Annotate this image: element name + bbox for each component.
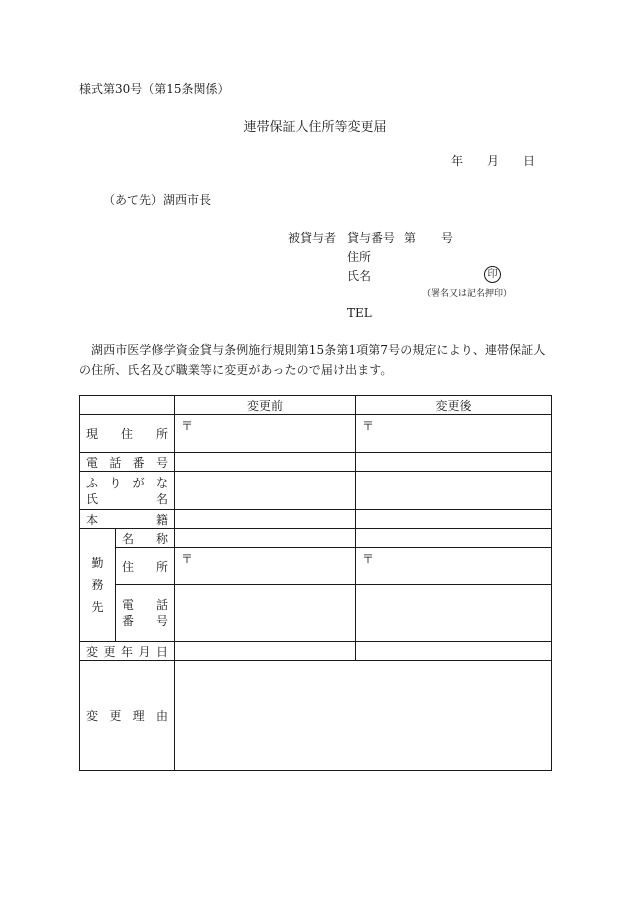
statement-text: 湖西市医学修学資金貸与条例施行規則第15条第1項第7号の規定により、連帯保証人の住所、氏名及び職業等に変更があったので届け出ます。 <box>79 343 546 377</box>
row-label-work-name: 名 称 <box>116 529 175 548</box>
work-address-after[interactable] <box>356 548 552 585</box>
date-year: 年 <box>451 154 464 168</box>
seal-icon: 印 <box>484 266 501 283</box>
row-label-furigana-name: ふ り が な 氏 名 <box>80 472 175 510</box>
phone-after[interactable] <box>356 453 552 472</box>
loan-number-prefix: 第 <box>404 231 417 245</box>
current-address-before[interactable] <box>175 415 356 453</box>
current-address-after[interactable] <box>356 415 552 453</box>
row-label-phone: 電 話 番 号 <box>80 453 175 472</box>
column-header-after: 変更後 <box>356 396 552 415</box>
row-label-change-reason: 変 更 理 由 <box>80 661 175 771</box>
row-label-change-date: 変 更 年 月 日 <box>80 642 175 661</box>
loan-number-label: 貸与番号 <box>347 231 396 245</box>
change-reason-field[interactable] <box>175 661 552 771</box>
form-number: 様式第30号（第15条関係） <box>79 82 230 96</box>
phone-before[interactable] <box>175 453 356 472</box>
column-header-before: 変更前 <box>175 396 356 415</box>
postal-mark-icon: 〒 <box>362 552 375 566</box>
borrower-name-label: 氏名 <box>347 269 372 283</box>
borrower-label: 被貸与者 <box>288 231 337 245</box>
name-before[interactable] <box>175 472 356 510</box>
domicile-before[interactable] <box>175 510 356 529</box>
row-label-work-phone: 電 話 番 号 <box>116 585 175 642</box>
date-day: 日 <box>523 154 536 168</box>
change-date-before[interactable] <box>175 642 356 661</box>
domicile-after[interactable] <box>356 510 552 529</box>
change-date-after[interactable] <box>356 642 552 661</box>
work-name-after[interactable] <box>356 529 552 548</box>
postal-mark-icon: 〒 <box>181 552 194 566</box>
work-address-before[interactable] <box>175 548 356 585</box>
seal-note: （署名又は記名押印） <box>422 289 513 299</box>
recipient: （あて先）湖西市長 <box>103 193 212 207</box>
postal-mark-icon: 〒 <box>362 419 375 433</box>
row-label-domicile: 本 籍 <box>80 510 175 529</box>
date-month: 月 <box>487 154 500 168</box>
work-phone-before[interactable] <box>175 585 356 642</box>
borrower-address-label: 住所 <box>347 250 372 264</box>
change-form-table <box>79 395 552 771</box>
row-label-workplace: 勤 務 先 <box>80 529 116 642</box>
work-phone-after[interactable] <box>356 585 552 642</box>
header-blank-cell <box>80 396 175 415</box>
work-name-before[interactable] <box>175 529 356 548</box>
row-label-work-address: 住 所 <box>116 548 175 585</box>
row-label-current-address: 現 住 所 <box>80 415 175 453</box>
loan-number-suffix: 号 <box>441 231 454 245</box>
postal-mark-icon: 〒 <box>181 419 194 433</box>
document-title: 連帯保証人住所等変更届 <box>243 120 387 135</box>
name-after[interactable] <box>356 472 552 510</box>
borrower-tel-label: TEL <box>347 306 372 320</box>
date-line <box>451 154 535 168</box>
